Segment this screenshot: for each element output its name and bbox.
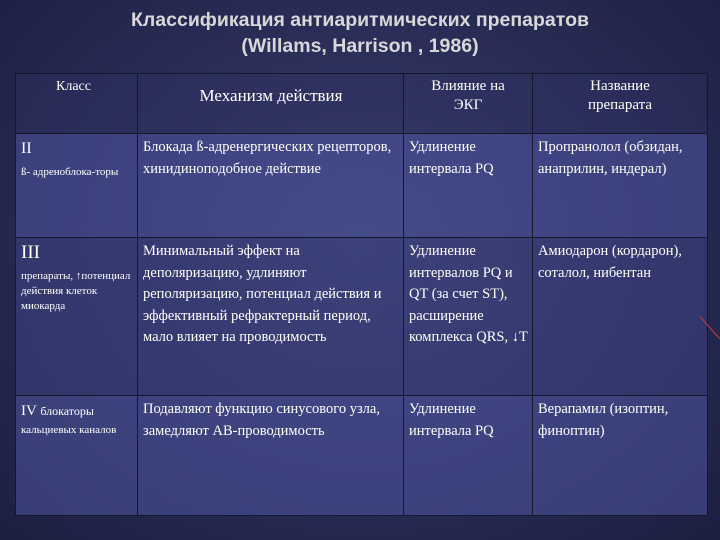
class-inline-desc: блокаторы <box>40 404 94 418</box>
class-number: IV <box>21 403 37 419</box>
table-row <box>16 134 708 238</box>
cell-class <box>16 134 138 238</box>
cell-ecg: Удлинение интервалов PQ и QT (за счет ST), расширение комплекса QRS, ↓T <box>404 238 533 396</box>
slide-title <box>0 7 720 59</box>
cell-drug: Верапамил (изоптин, финоптин) <box>533 396 708 516</box>
cell-drug: Амиодарон (кордарон), соталол, нибентан <box>533 238 708 396</box>
table-row <box>16 238 708 396</box>
cell-mechanism: Подавляют функцию синусового узла, замедляют АВ-проводимость <box>138 396 404 516</box>
title-line-1: Классификация антиаритмических препаратов <box>131 9 589 31</box>
cell-ecg: Удлинение интервала PQ <box>404 396 533 516</box>
class-description: препараты, ↑потенциал действия клеток миокарда <box>21 270 131 312</box>
header-mechanism: Механизм действия <box>138 74 404 134</box>
class-number-line <box>21 399 133 423</box>
title-line-2: (Willams, Harrison , 1986) <box>241 35 479 57</box>
cell-ecg: Удлинение интервала PQ <box>404 134 533 238</box>
header-ecg: Влияние на ЭКГ <box>404 74 533 134</box>
header-drug: Название препарата <box>533 74 708 134</box>
cell-mechanism: Минимальный эффект на деполяризацию, удлиняют реполяризацию, потенциал действия и эффективный рефрактерный период, мало влияет на проводимость <box>138 238 404 396</box>
header-class: Класс <box>16 74 138 134</box>
table-row <box>16 396 708 516</box>
class-description: ß- адреноблока-торы <box>21 166 119 178</box>
class-description: кальциевых каналов <box>21 424 117 436</box>
cell-class <box>16 238 138 396</box>
cell-mechanism: Блокада ß-адренергических рецепторов, хинидиноподобное действие <box>138 134 404 238</box>
class-number: III <box>21 242 40 263</box>
cell-class <box>16 396 138 516</box>
classification-table <box>15 73 708 516</box>
table-header-row <box>16 74 708 134</box>
cell-drug: Пропранолол (обзидан, анаприлин, индерал) <box>533 134 708 238</box>
class-number: II <box>21 140 32 157</box>
